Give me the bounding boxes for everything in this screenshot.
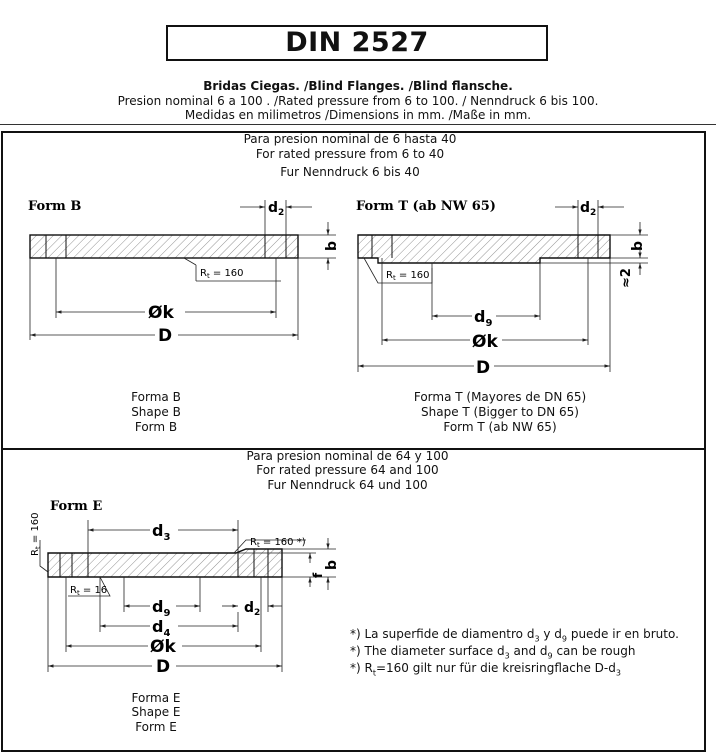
form-b-k-label: Øk [148, 303, 174, 323]
form-e-k-label: Øk [150, 637, 176, 657]
form-t-d2-label: $d_2$ [580, 200, 597, 218]
form-e-caption-3: Form E [135, 720, 177, 734]
form-e-b-label: b [324, 559, 340, 570]
form-t-caption-1: Forma T (Mayores de DN 65) [413, 390, 587, 404]
form-e-caption-2: Shape E [131, 705, 181, 719]
form-e-r16-label: $R_t = 16$ [70, 585, 108, 597]
header-line-3: Medidas en milimetros /Dimensions in mm. /Maße in mm. [184, 108, 532, 122]
form-t-drawing [356, 199, 648, 378]
form-e-caption-1: Forma E [131, 691, 181, 705]
form-e-f-label: f [311, 572, 325, 578]
form-t-caption-3: Form T (ab NW 65) [443, 420, 557, 434]
form-b-drawing [28, 199, 340, 346]
form-e-left-radius-label: $R_t = 160$ [30, 512, 42, 556]
form-b-caption-2: Shape B [131, 405, 181, 419]
header-line-2: Presion nominal 6 a 100 . /Rated pressure from 6 to 100. / Nenndruck 6 bis 100. [117, 94, 599, 108]
form-t-caption-2: Shape T (Bigger to DN 65) [421, 405, 579, 419]
section1-line-3: Fur Nenndruck 6 bis 40 [280, 165, 420, 179]
form-t-D-label: D [476, 358, 491, 378]
form-t-radius-label: $R_t = 160$ [386, 270, 430, 282]
form-b-d2-label: $d_2$ [268, 200, 285, 218]
page-title: DIN 2527 [285, 27, 429, 58]
form-b-radius-label: $R_t = 160$ [200, 268, 244, 280]
form-e-title: Form E [50, 499, 103, 514]
form-e-D-label: D [156, 657, 171, 677]
section2-line-1: Para presion nominal de 64 y 100 [246, 449, 449, 463]
form-e-d4-label: $d_4$ [152, 617, 171, 639]
form-e-drawing [30, 499, 340, 677]
form-t-title: Form T (ab NW 65) [356, 199, 496, 214]
form-b-caption-3: Form B [134, 420, 178, 434]
form-e-d9-label: $d_9$ [152, 597, 171, 619]
note-1: *) La superfide de diamentro $d_3$ y $d_9$ puede ir en bruto. [350, 627, 679, 644]
section1-line-2: For rated pressure from 6 to 40 [255, 147, 445, 161]
form-t-d9-label: $d_9$ [474, 307, 493, 329]
form-e-d2-label: $d_2$ [244, 600, 261, 618]
form-t-k-label: Øk [472, 332, 498, 352]
form-b-radius-leader [184, 258, 196, 265]
section1-line-1: Para presion nominal de 6 hasta 40 [243, 132, 457, 146]
form-b-title: Form B [28, 199, 82, 214]
form-t-plate [358, 235, 610, 263]
note-2: *) The diameter surface $d_3$ and $d_9$ can be rough [350, 644, 636, 661]
form-b-plate [30, 235, 298, 258]
note-3: *) $R_t=160$ gilt nur für die kreisringflache $D-d_3$ [350, 661, 621, 678]
form-b-D-label: D [158, 326, 173, 346]
form-e-d3-label: $d_3$ [152, 521, 171, 543]
section2-line-2: For rated pressure 64 and 100 [256, 463, 439, 477]
section2-line-3: Fur Nenndruck 64 und 100 [267, 478, 428, 492]
form-b-b-label: b [324, 240, 340, 251]
form-t-approx2-label: ≈2 [619, 268, 634, 288]
form-t-b-label: b [630, 240, 646, 251]
header-line-1: Bridas Ciegas. /Blind Flanges. /Blind flansche. [203, 79, 513, 93]
form-b-caption-1: Forma B [131, 390, 181, 404]
form-e-top-radius-label: $R_t = 160$ *) [250, 537, 306, 549]
